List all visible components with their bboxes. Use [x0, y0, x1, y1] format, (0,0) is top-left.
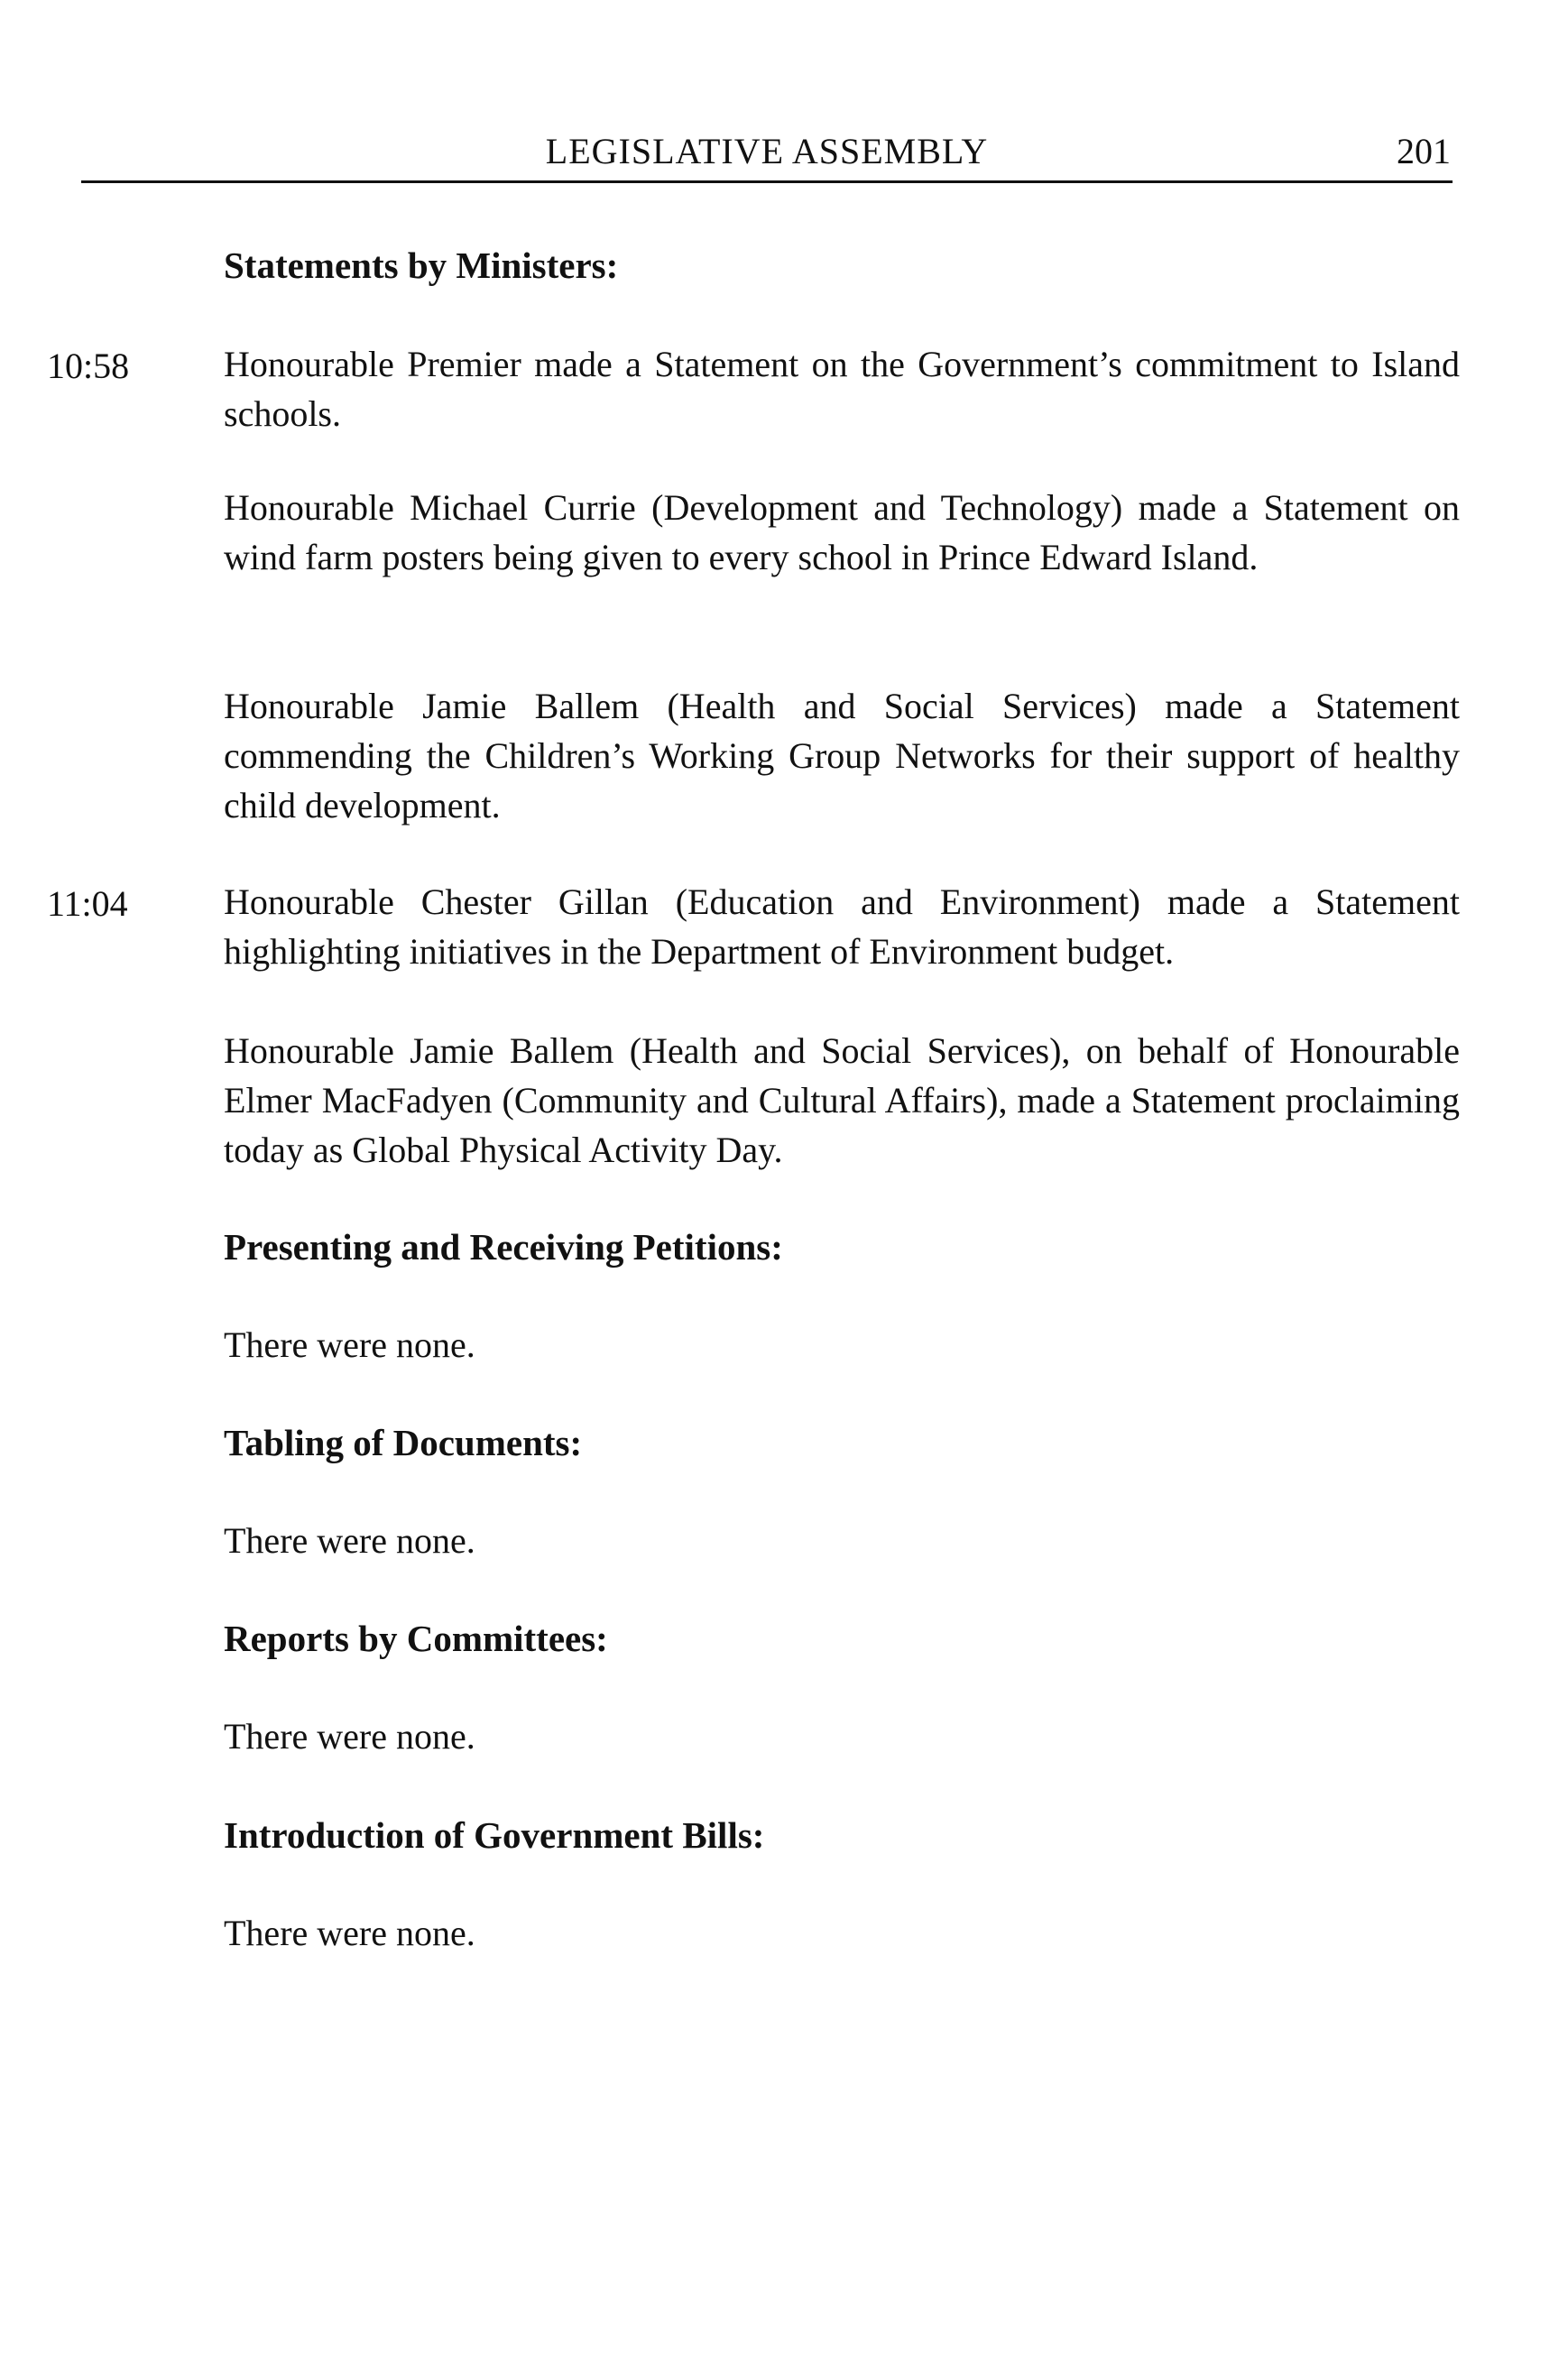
- statement-ballem: Honourable Jamie Ballem (Health and Social Services) made a Statement commending the Children’s Working Group Networks for their support of healthy child development.: [224, 686, 1460, 826]
- statement-ballem-macfadyen: Honourable Jamie Ballem (Health and Social Services), on behalf of Honourable Elmer MacFadyen (Community and Cultural Affairs), made a Statement proclaiming today as Global Physical Activity Day.: [224, 1030, 1460, 1170]
- page-number: 201: [1397, 131, 1451, 171]
- running-header: [81, 126, 1453, 183]
- statement-premier: Honourable Premier made a Statement on the Government’s commitment to Island schools.: [224, 344, 1460, 434]
- documents-heading: Tabling of Documents:: [224, 1422, 583, 1463]
- petitions-text: There were none.: [224, 1324, 475, 1365]
- committees-text: There were none.: [224, 1716, 475, 1757]
- statement-currie: Honourable Michael Currie (Development and Technology) made a Statement on wind farm posters being given to every school in Prince Edward Island.: [224, 487, 1460, 577]
- bills-heading: Introduction of Government Bills:: [224, 1814, 765, 1856]
- committees-heading: Reports by Committees:: [224, 1618, 608, 1659]
- documents-text: There were none.: [224, 1520, 475, 1561]
- bills-text: There were none.: [224, 1913, 475, 1953]
- time-stamp: 10:58: [47, 346, 130, 386]
- statements-heading: Statements by Ministers:: [224, 244, 619, 286]
- header-title: LEGISLATIVE ASSEMBLY: [545, 131, 989, 171]
- petitions-heading: Presenting and Receiving Petitions:: [224, 1226, 783, 1268]
- time-stamp: 11:04: [47, 883, 128, 924]
- statement-gillan: Honourable Chester Gillan (Education and Environment) made a Statement highlighting initiatives in the Department of Environment budget.: [224, 881, 1460, 972]
